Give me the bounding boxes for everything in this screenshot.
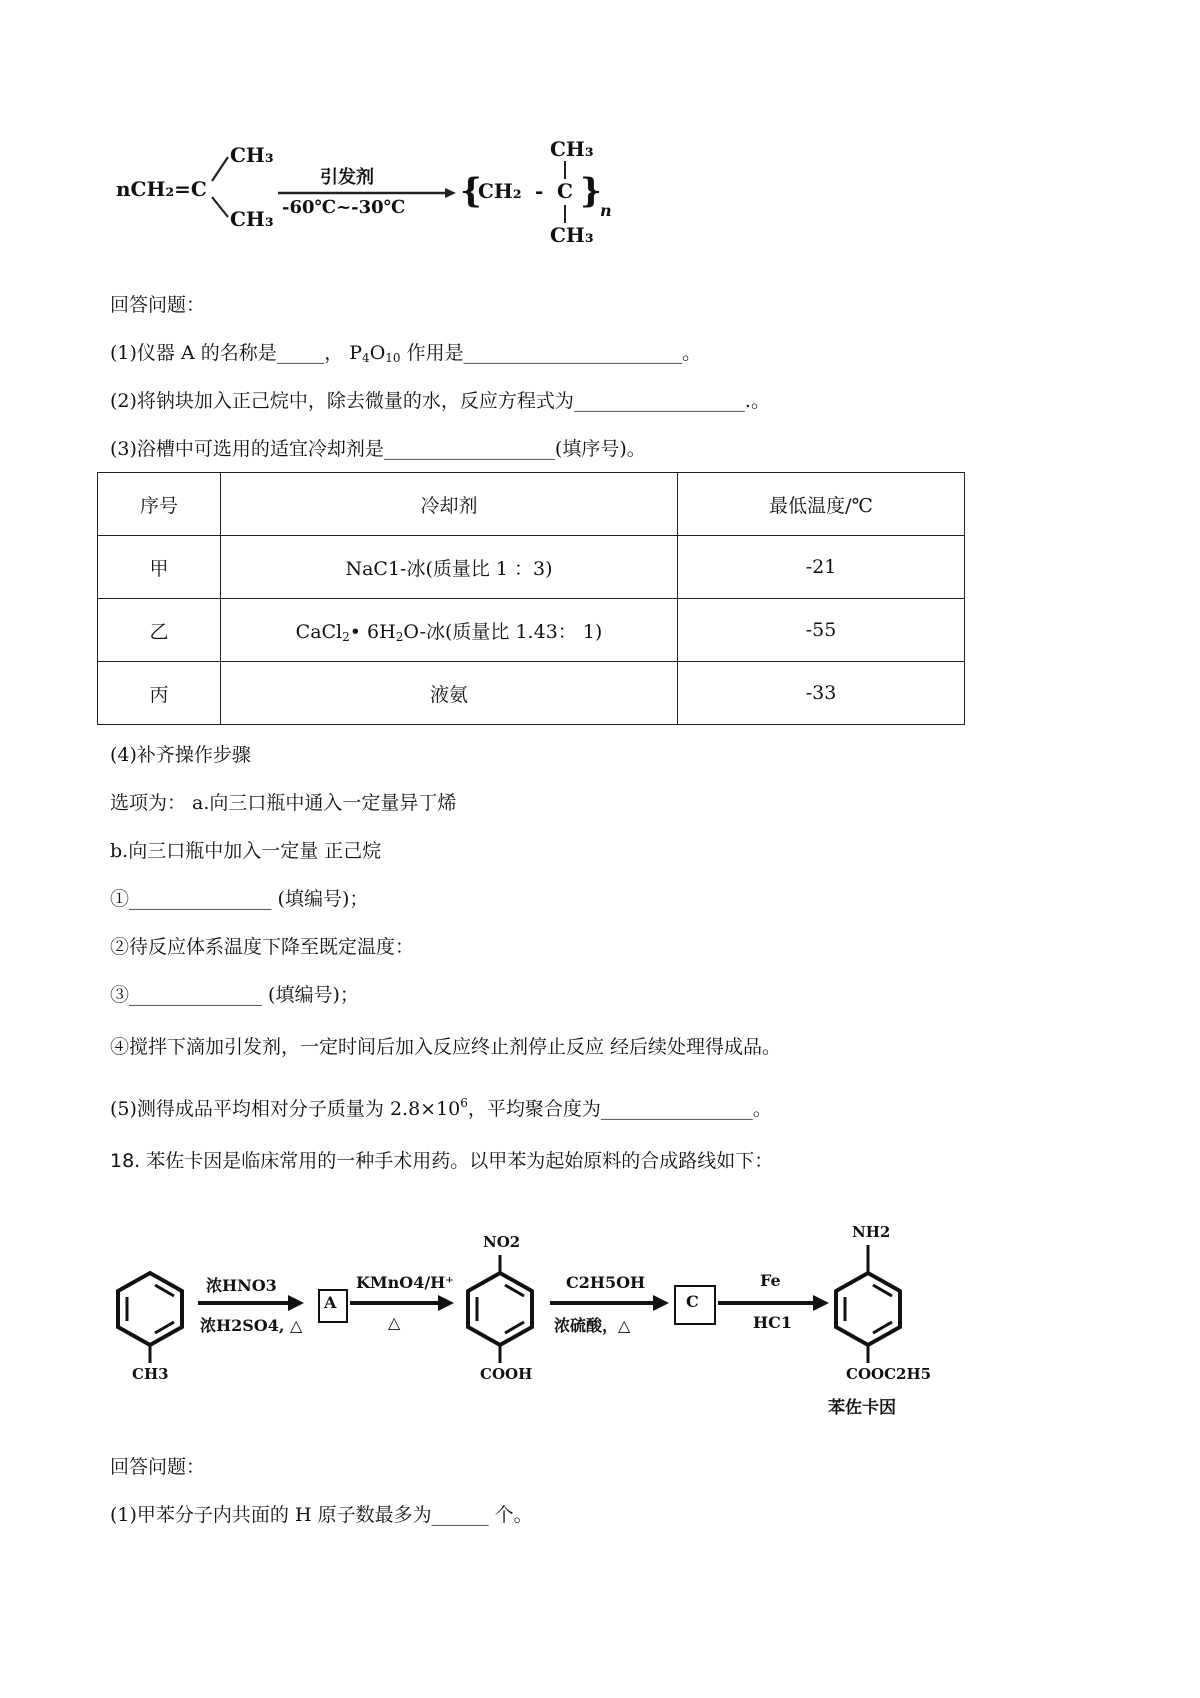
- bracket-right: }: [580, 171, 602, 211]
- arrow3-bottom-label: 浓硫酸，△: [554, 1316, 631, 1335]
- product-name: 苯佐卡因: [828, 1398, 896, 1418]
- question-3: (3)浴槽中可选用的适宜冷却剂是__________________(填序号)。: [110, 438, 646, 460]
- question-18-1: (1)甲苯分子内共面的 H 原子数最多为______ 个。: [110, 1504, 533, 1526]
- question-1: (1)仪器 A 的名称是_____， $P_4O_{10}$ 作用是_______________________。: [110, 342, 702, 365]
- nitrobenzoic-ring: [468, 1255, 532, 1363]
- intermediate-c-label: C: [686, 1292, 699, 1311]
- arrow3-top-label: C2H5OH: [566, 1273, 646, 1292]
- product-ch3-bottom: CH₃: [550, 223, 594, 247]
- question-4: (4)补齐操作步骤: [110, 744, 251, 766]
- step-3: ③______________ (填编号)；: [110, 984, 359, 1006]
- header-temp: 最低温度/℃: [678, 473, 965, 536]
- carboxyl-group: COOH: [480, 1365, 533, 1383]
- row-id: 丙: [98, 662, 221, 725]
- toluene-ch3: CH3: [132, 1365, 169, 1383]
- coolant-table: [97, 472, 965, 725]
- arrow4-bottom-label: HC1: [753, 1313, 792, 1332]
- table-row: [98, 599, 965, 662]
- arrow-top-label: 引发剂: [320, 167, 374, 188]
- step-2: ②待反应体系温度下降至既定温度：: [110, 936, 415, 958]
- reactant-formula: nCH₂=C: [116, 177, 207, 201]
- intermediate-a-label: A: [324, 1293, 337, 1312]
- table-header-row: [98, 473, 965, 536]
- row-agent: NaC1-冰(质量比 1 ：3): [221, 536, 678, 599]
- arrow4-top-label: Fe: [760, 1271, 781, 1290]
- row-temp: -55: [678, 599, 965, 662]
- product-dash: -: [535, 179, 544, 203]
- answer-heading-18: 回答问题：: [110, 1456, 206, 1478]
- row-agent: 液氨: [221, 662, 678, 725]
- header-id: 序号: [98, 473, 221, 536]
- ch3-upper: CH₃: [230, 143, 274, 167]
- arrow1-bottom-label: 浓H2SO4, △: [200, 1316, 303, 1335]
- arrow-bottom-label: -60℃~-30℃: [282, 197, 406, 218]
- question-4-option-b: b.向三口瓶中加入一定量 正己烷: [110, 840, 382, 862]
- product-ch3-top: CH₃: [550, 137, 594, 161]
- table-row: [98, 536, 965, 599]
- table-row: [98, 662, 965, 725]
- step-4: ④搅拌下滴加引发剂，一定时间后加入反应终止剂停止反应 经后续处理得成品。: [110, 1036, 782, 1058]
- question-5: (5)测得成品平均相对分子质量为 $2.8\times 10^6$，平均聚合度为________________。: [110, 1096, 772, 1120]
- arrow1-top-label: 浓HNO3: [206, 1276, 277, 1295]
- amino-group: NH2: [852, 1223, 891, 1241]
- row-temp: -33: [678, 662, 965, 725]
- arrow2-top-label: KMnO4/H⁺: [356, 1273, 454, 1292]
- row-temp: -21: [678, 536, 965, 599]
- synthesis-scheme: [110, 1215, 950, 1418]
- question-number: 18.: [110, 1150, 141, 1172]
- polymerization-equation: [110, 135, 630, 255]
- toluene-ring: [118, 1273, 182, 1363]
- answer-heading-17: 回答问题：: [110, 294, 206, 316]
- question-4-option-a: 选项为： a.向三口瓶中通入一定量异丁烯: [110, 792, 457, 814]
- nitro-group: NO2: [483, 1233, 521, 1251]
- benzocaine-ring: [836, 1245, 900, 1363]
- question-18-intro: 18. 苯佐卡因是临床常用的一种手术用药。以甲苯为起始原料的合成路线如下：: [110, 1150, 774, 1172]
- row-id: 乙: [98, 599, 221, 662]
- arrow2-bottom-label: △: [388, 1313, 401, 1332]
- ester-group: COOC2H5: [846, 1365, 932, 1383]
- bracket-left: {: [460, 171, 482, 211]
- row-agent: CaCl$_2$• $6H_2O-$冰(质量比 1.43： 1): [221, 599, 678, 662]
- question-2: (2)将钠块加入正己烷中，除去微量的水，反应方程式为__________________.。: [110, 390, 770, 412]
- product-n: n: [600, 201, 612, 220]
- ch3-lower: CH₃: [230, 207, 274, 231]
- row-id: 甲: [98, 536, 221, 599]
- product-ch2: CH₂: [478, 179, 522, 203]
- step-1: ①_______________ (填编号)；: [110, 888, 369, 910]
- product-c: C: [557, 179, 573, 203]
- header-agent: 冷却剂: [221, 473, 678, 536]
